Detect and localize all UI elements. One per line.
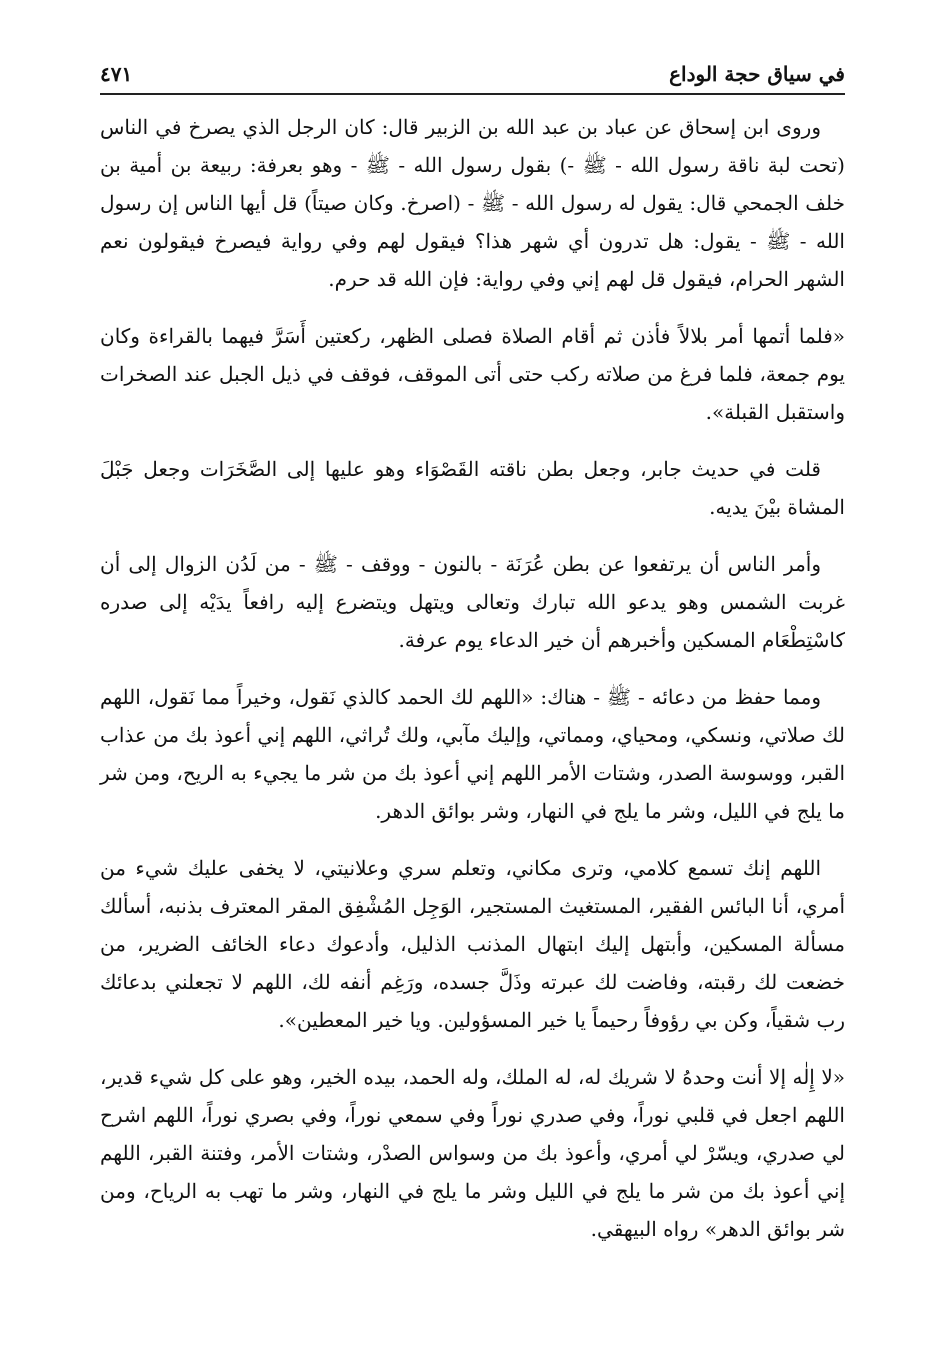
paragraph-3: قلت في حديث جابر، وجعل بطن ناقته القَصْوَاء وهو عليها إلى الصَّخَرَات وجعل جَبْلَ المشاة بيْنَ يديه. bbox=[100, 457, 845, 519]
header-rule bbox=[100, 93, 845, 95]
page-header bbox=[100, 46, 845, 94]
paragraph-5: ومما حفظ من دعائه - ﷺ - هناك: «اللهم لك الحمد كالذي نَقول، وخيراً مما نَقول، اللهم لك صلاتي، ونسكي، ومحياي، ومماتي، وإليك مآبي، ولك تُراثي، اللهم إني أعوذ بك من عذاب القبر، ووسوسة الصدر، وشتات الأمر اللهم إني أعوذ بك من شر ما يجيء به الريح، ومن شر ما يلج في الليل، وشر ما يلج في النهار، وشر بوائق الدهر. bbox=[100, 685, 845, 823]
running-title: في سياق حجة الوداع bbox=[669, 62, 845, 86]
paragraph-1: وروى ابن إسحاق عن عباد بن عبد الله بن الزبير قال: كان الرجل الذي يصرخ في الناس (تحت لبة ناقة رسول الله - ﷺ -) بقول رسول الله - ﷺ - وهو بعرفة: ربيعة بن أمية بن خلف الجمحي قال: يقول له رسول الله - ﷺ - (اصرخ. وكان صيتاً) قل أيها الناس إن رسول الله - ﷺ - يقول: هل تدرون أي شهر هذا؟ فيقول لهم وفي رواية فيصرخ فيقولون نعم الشهر الحرام، فيقول قل لهم إني وفي رواية: فإن الله قد حرم. bbox=[100, 115, 845, 291]
paragraph-6: اللهم إنك تسمع كلامي، وترى مكاني، وتعلم سري وعلانيتي، لا يخفى عليك شيء من أمري، أنا البائس الفقير، المستغيث المستجير، الوَجِل المُشْفِق المقر المعترف بذنبه، أسألك مسألة المسكين، وأبتهل إليك ابتهال المذنب الذليل، وأدعوك دعاء الخائف الضرير، من خضعت لك رقبته، وفاضت لك عبرته وذَلَّ جسده، ورَغِم أنفه لك، اللهم لا تجعلني بدعائك رب شقياً، وكن بي رؤوفاً رحيماً يا خير المسؤولين. ويا خير المعطين». bbox=[100, 856, 845, 1032]
page-number: ٤٧١ bbox=[100, 62, 133, 86]
paragraph-4: وأمر الناس أن يرتفعوا عن بطن عُرَنَة - بالنون - ووقف - ﷺ - من لَدُن الزوال إلى أن غربت الشمس وهو يدعو الله تبارك وتعالى ويتهل ويتضرع إليه رافعاً يدَيْه إلى صدره كاسْتِطْعَام المسكين وأخبرهم أن خير الدعاء يوم عرفة. bbox=[100, 552, 845, 652]
paragraph-2: «فلما أتمها أمر بلالاً فأذن ثم أقام الصلاة فصلى الظهر، ركعتين أَسَرَّ فيهما بالقراءة وكان يوم جمعة، فلما فرغ من صلاته ركب حتى أتى الموقف، فوقف في ذيل الجبل عند الصخرات واستقبل القبلة». bbox=[100, 324, 845, 424]
paragraph-7: «لا إِلٰه إلا أنت وحدهُ لا شريك له، له الملك، وله الحمد، بيده الخير، وهو على كل شيء قدير، اللهم اجعل في قلبي نوراً، وفي صدري نوراً وفي سمعي نوراً، وفي بصري نوراً، اللهم اشرح لي صدري، ويسّرْ لي أمري، وأعوذ بك من وسواس الصدْر، وشتات الأمر، وفتنة القبر، اللهم إني أعوذ بك من شر ما يلج في الليل وشر ما يلج في النهار، وشر ما تهب به الرياح، ومن شر بوائق الدهر» رواه البيهقي. bbox=[100, 1065, 845, 1241]
page-body bbox=[100, 108, 845, 1267]
